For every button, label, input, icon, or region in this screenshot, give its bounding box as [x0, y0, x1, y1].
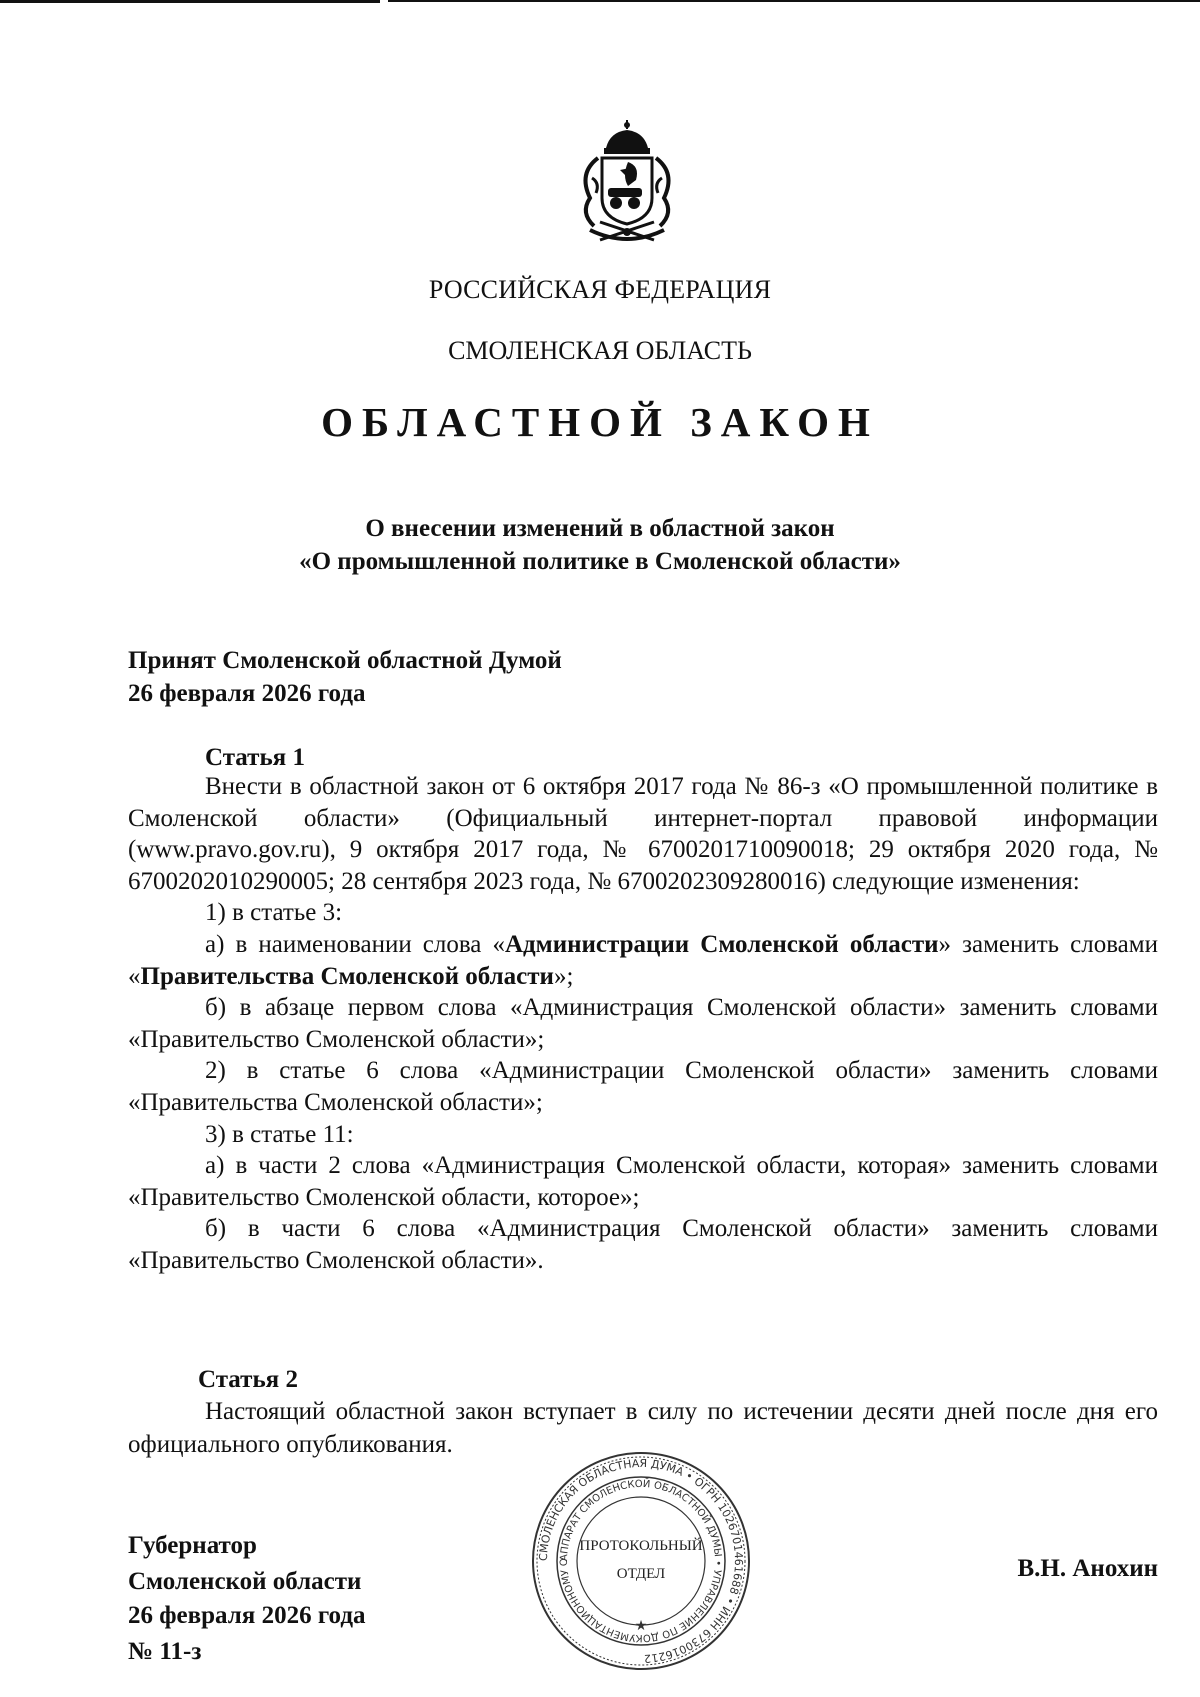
article-1-paragraph: а) в части 2 слова «Администрация Смоленской области, которая» заменить словами «Правительство Смоленской области, которое»; [128, 1152, 1158, 1211]
adoption-line-1: Принят Смоленской областной Думой [128, 647, 562, 674]
text-fragment: »; [553, 962, 574, 990]
position-line-1: Губернатор [128, 1532, 257, 1559]
scan-top-edge [0, 0, 380, 3]
stamp-inner-ring-text: АППАРАТ СМОЛЕНСКОЙ ОБЛАСТНОЙ ДУМЫ • УПРАВЛЕНИЕ ПО ДОКУМЕНТАЦИОННОМУ О [558, 1478, 724, 1644]
law-number: № 11-з [128, 1638, 202, 1665]
stamp-center-line-2: ОТДЕЛ [616, 1566, 666, 1582]
article-1-paragraph: б) в части 6 слова «Администрация Смоленской области» заменить словами «Правительство Смоленской области». [128, 1215, 1158, 1274]
scan-top-edge-right [388, 0, 1200, 2]
article-1-heading: Статья 1 [205, 744, 305, 771]
article-1-paragraph: 3) в статье 11: [205, 1120, 354, 1148]
stamp-outer-ring-text: СМОЛЕНСКАЯ ОБЛАСТНАЯ ДУМА • ОГРН 1026701461688 • ИНН 6730016212 [536, 1456, 746, 1666]
stamp-center-line-1: ПРОТОКОЛЬНЫЙ [579, 1538, 703, 1554]
article-1-paragraph: 1) в статье 3: [205, 899, 343, 927]
region-name: СМОЛЕНСКАЯ ОБЛАСТЬ [448, 336, 752, 365]
adoption-note [128, 644, 1158, 710]
official-stamp [530, 1450, 752, 1672]
adoption-date: 26 февраля 2026 года [128, 680, 366, 707]
stamp-center-text [530, 1532, 752, 1588]
bold-fragment: Администрации Смоленской области [504, 930, 939, 958]
star-icon: ★ [634, 1619, 648, 1634]
bold-fragment: Правительства Смоленской области [140, 962, 554, 990]
position-line-2: Смоленской области [128, 1568, 362, 1595]
document-title [0, 512, 1200, 578]
article-1-paragraph: Внести в областной закон от 6 октября 2017 года № 86-з «О промышленной политике в Смоленской области» (Официальный интернет-портал правовой информации (www.pravo.gov.ru), 9 октября 2017 года, № 6700201710090018; 29 октября 2020 года, № 6700202010290005; 28 сентября 2023 года, № 6700202309280016) следующие изменения: [128, 773, 1158, 895]
document-type: ОБЛАСТНОЙ ЗАКОН [321, 399, 879, 445]
article-1-paragraph: 2) в статье 6 слова «Администрации Смоленской области» заменить словами «Правительства Смоленской области»; [128, 1057, 1158, 1116]
title-line-1: О внесении изменений в областной закон [365, 515, 835, 542]
signing-date: 26 февраля 2026 года [128, 1602, 366, 1629]
article-1-body [128, 771, 1158, 1277]
article-1-paragraph [128, 929, 1158, 992]
text-fragment: а) в наименовании слова « [205, 930, 505, 958]
title-line-2: «О промышленной политике в Смоленской области» [299, 548, 901, 575]
country-name: РОССИЙСКАЯ ФЕДЕРАЦИЯ [428, 275, 772, 304]
coat-of-arms-emblem [570, 118, 685, 248]
text-fragment: » заменить словами « [128, 930, 1158, 990]
article-2-heading: Статья 2 [198, 1366, 298, 1393]
signer-name: В.Н. Анохин [1017, 1555, 1158, 1582]
article-2-paragraph: Настоящий областной закон вступает в силу по истечении десяти дней после дня его официального опубликования. [128, 1398, 1158, 1458]
article-1-paragraph: б) в абзаце первом слова «Администрация Смоленской области» заменить словами «Правительство Смоленской области»; [128, 994, 1158, 1053]
